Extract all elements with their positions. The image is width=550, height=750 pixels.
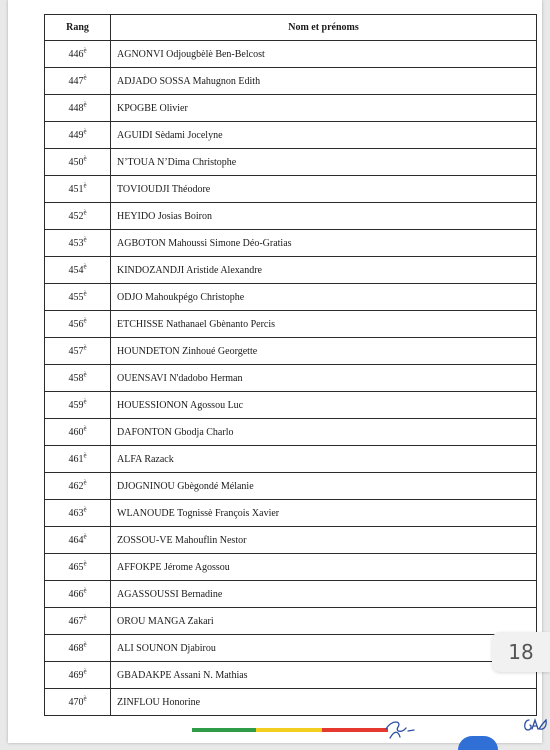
- rank-number: 467: [68, 615, 84, 627]
- rank-cell: [45, 365, 111, 392]
- table-body: [45, 41, 537, 716]
- rank-cell: [45, 284, 111, 311]
- rank-cell: [45, 149, 111, 176]
- rank-ordinal-suffix: è: [83, 262, 87, 271]
- rank-cell: [45, 608, 111, 635]
- rank-ordinal-suffix: è: [83, 505, 87, 514]
- rank-ordinal-suffix: è: [83, 640, 87, 649]
- name-cell: AGNONVI Odjougbèlè Ben-Belcost: [111, 41, 537, 68]
- rank-ordinal-suffix: è: [83, 73, 87, 82]
- name-cell: OUENSAVI N'dadobo Herman: [111, 365, 537, 392]
- rank-number: 466: [68, 588, 84, 600]
- rank-cell: [45, 527, 111, 554]
- rank-number: 455: [68, 291, 84, 303]
- rank-ordinal-suffix: è: [83, 316, 87, 325]
- rank-cell: [45, 41, 111, 68]
- table-row: [45, 257, 537, 284]
- name-cell: AFFOKPE Jérome Agossou: [111, 554, 537, 581]
- table-row: [45, 176, 537, 203]
- rank-cell: [45, 689, 111, 716]
- rank-ordinal-suffix: è: [83, 424, 87, 433]
- rank-number: 460: [68, 426, 84, 438]
- rank-ordinal-suffix: è: [83, 559, 87, 568]
- rank-number: 454: [68, 264, 84, 276]
- rank-ordinal-suffix: è: [83, 154, 87, 163]
- rank-ordinal-suffix: è: [83, 208, 87, 217]
- table-row: [45, 68, 537, 95]
- rank-ordinal-suffix: è: [83, 343, 87, 352]
- rank-number: 458: [68, 372, 84, 384]
- flag-band-green: [192, 728, 256, 732]
- rank-ordinal-suffix: è: [83, 532, 87, 541]
- name-column-header: Nom et prénoms: [111, 15, 537, 41]
- rank-ordinal-suffix: è: [83, 613, 87, 622]
- ranking-table: [44, 14, 537, 716]
- rank-cell: [45, 176, 111, 203]
- rank-ordinal-suffix: è: [83, 586, 87, 595]
- table-row: [45, 149, 537, 176]
- table-row: [45, 419, 537, 446]
- rank-ordinal-suffix: è: [83, 46, 87, 55]
- rank-ordinal-suffix: è: [83, 478, 87, 487]
- rank-number: 456: [68, 318, 84, 330]
- name-cell: AGBOTON Mahoussi Simone Déo-Gratias: [111, 230, 537, 257]
- rank-cell: [45, 554, 111, 581]
- table-row: [45, 311, 537, 338]
- table-row: [45, 365, 537, 392]
- rank-ordinal-suffix: è: [83, 397, 87, 406]
- name-cell: ETCHISSE Nathanael Gbènanto Percis: [111, 311, 537, 338]
- rank-number: 453: [68, 237, 84, 249]
- rank-cell: [45, 662, 111, 689]
- rank-number: 461: [68, 453, 84, 465]
- rank-number: 465: [68, 561, 84, 573]
- rank-column-header: Rang: [45, 15, 111, 41]
- table-row: [45, 230, 537, 257]
- rank-cell: [45, 257, 111, 284]
- rank-cell: [45, 635, 111, 662]
- name-cell: ADJADO SOSSA Mahugnon Edith: [111, 68, 537, 95]
- document-page: [8, 0, 542, 743]
- name-cell: ALFA Razack: [111, 446, 537, 473]
- rank-number: 470: [68, 696, 84, 708]
- rank-number: 469: [68, 669, 84, 681]
- flag-band-yellow: [256, 728, 322, 732]
- rank-number: 462: [68, 480, 84, 492]
- name-cell: AGASSOUSSI Bernadine: [111, 581, 537, 608]
- rank-number: 452: [68, 210, 84, 222]
- name-cell: ZINFLOU Honorine: [111, 689, 537, 716]
- name-cell: DAFONTON Gbodja Charlo: [111, 419, 537, 446]
- rank-number: 459: [68, 399, 84, 411]
- table-row: [45, 392, 537, 419]
- table-row: [45, 554, 537, 581]
- rank-cell: [45, 95, 111, 122]
- rank-cell: [45, 500, 111, 527]
- rank-number: 463: [68, 507, 84, 519]
- rank-ordinal-suffix: è: [83, 694, 87, 703]
- rank-ordinal-suffix: è: [83, 127, 87, 136]
- initials-mark: [520, 714, 550, 738]
- rank-ordinal-suffix: è: [83, 235, 87, 244]
- rank-cell: [45, 203, 111, 230]
- rank-cell: [45, 68, 111, 95]
- table-row: [45, 581, 537, 608]
- rank-ordinal-suffix: è: [83, 289, 87, 298]
- table-row: [45, 41, 537, 68]
- table-row: [45, 95, 537, 122]
- table-row: [45, 689, 537, 716]
- rank-number: 449: [68, 129, 84, 141]
- page-number-badge[interactable]: 18: [492, 632, 550, 672]
- table-row: [45, 608, 537, 635]
- name-cell: ALI SOUNON Djabirou: [111, 635, 537, 662]
- viewer-corner-button[interactable]: [458, 736, 498, 750]
- name-cell: TOVIOUDJI Théodore: [111, 176, 537, 203]
- name-cell: GBADAKPE Assani N. Mathias: [111, 662, 537, 689]
- rank-number: 457: [68, 345, 84, 357]
- rank-number: 450: [68, 156, 84, 168]
- flag-band-red: [322, 728, 388, 732]
- table-row: [45, 446, 537, 473]
- rank-ordinal-suffix: è: [83, 667, 87, 676]
- name-cell: KINDOZANDJI Aristide Alexandre: [111, 257, 537, 284]
- rank-number: 464: [68, 534, 84, 546]
- table-row: [45, 635, 537, 662]
- rank-cell: [45, 446, 111, 473]
- rank-cell: [45, 473, 111, 500]
- table-row: [45, 527, 537, 554]
- signature: [382, 711, 422, 741]
- name-cell: AGUIDI Sèdami Jocelyne: [111, 122, 537, 149]
- name-cell: DJOGNINOU Gbègondé Mélanie: [111, 473, 537, 500]
- table-row: [45, 662, 537, 689]
- rank-number: 468: [68, 642, 84, 654]
- rank-cell: [45, 122, 111, 149]
- table-row: [45, 284, 537, 311]
- rank-ordinal-suffix: è: [83, 370, 87, 379]
- table-row: [45, 203, 537, 230]
- table-row: [45, 122, 537, 149]
- rank-cell: [45, 311, 111, 338]
- rank-cell: [45, 392, 111, 419]
- rank-number: 448: [68, 102, 84, 114]
- rank-number: 446: [68, 48, 84, 60]
- name-cell: OROU MANGA Zakari: [111, 608, 537, 635]
- rank-number: 451: [68, 183, 84, 195]
- name-cell: HEYIDO Josias Boiron: [111, 203, 537, 230]
- table-row: [45, 338, 537, 365]
- table-row: [45, 500, 537, 527]
- name-cell: ODJO Mahoukpégo Christophe: [111, 284, 537, 311]
- name-cell: ZOSSOU-VE Mahouflin Nestor: [111, 527, 537, 554]
- name-cell: N’TOUA N’Dima Christophe: [111, 149, 537, 176]
- name-cell: WLANOUDE Tognissè François Xavier: [111, 500, 537, 527]
- name-cell: HOUESSIONON Agossou Luc: [111, 392, 537, 419]
- table-header-row: [45, 15, 537, 41]
- table-row: [45, 473, 537, 500]
- rank-number: 447: [68, 75, 84, 87]
- rank-cell: [45, 581, 111, 608]
- rank-ordinal-suffix: è: [83, 181, 87, 190]
- name-cell: KPOGBE Olivier: [111, 95, 537, 122]
- rank-cell: [45, 419, 111, 446]
- name-cell: HOUNDETON Zinhoué Georgette: [111, 338, 537, 365]
- rank-ordinal-suffix: è: [83, 100, 87, 109]
- rank-cell: [45, 338, 111, 365]
- rank-cell: [45, 230, 111, 257]
- rank-ordinal-suffix: è: [83, 451, 87, 460]
